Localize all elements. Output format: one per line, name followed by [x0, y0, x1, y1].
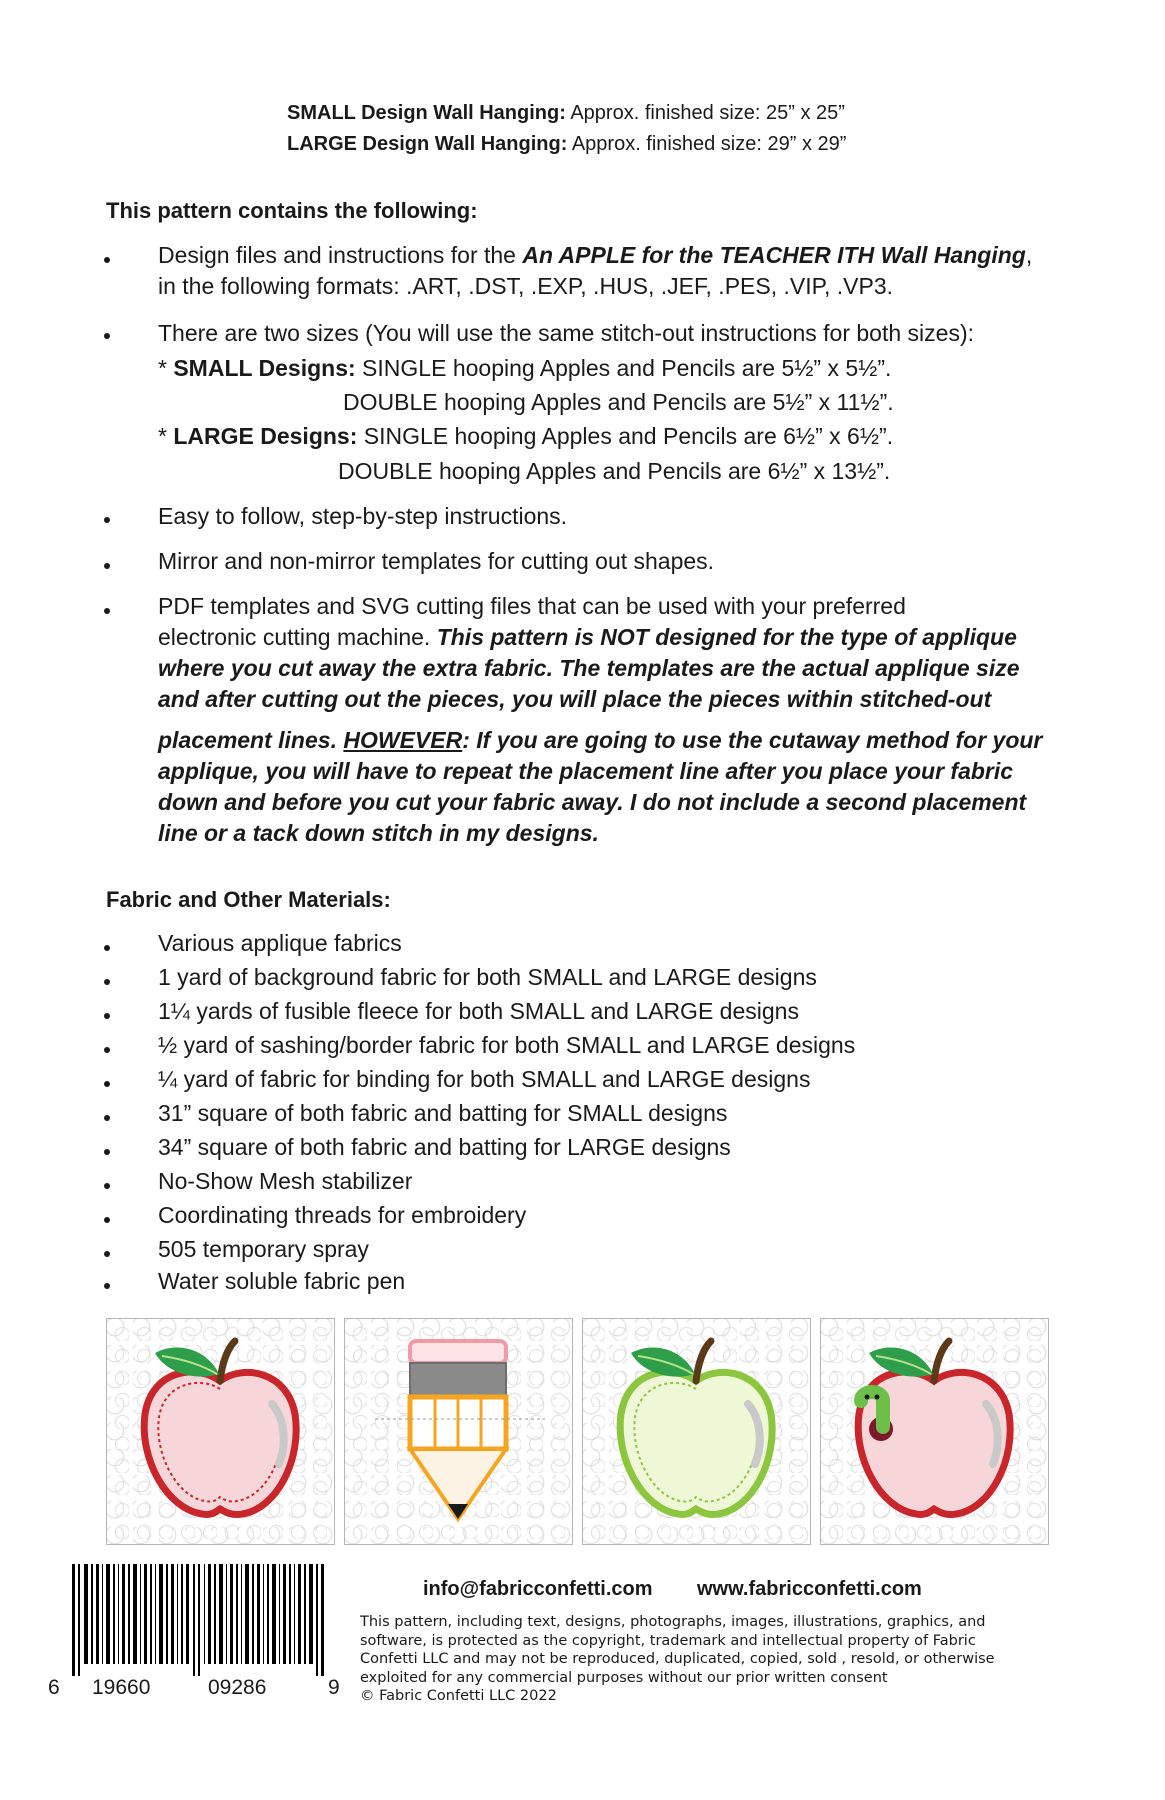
text: ,: [1025, 242, 1033, 268]
large-size-label: LARGE Design Wall Hanging:: [287, 133, 568, 155]
website-link[interactable]: www.fabricconfetti.com: [697, 1578, 922, 1600]
bullet: [104, 563, 110, 569]
bullet: [104, 1115, 110, 1121]
text: Design files and instructions for the: [158, 242, 523, 268]
text: placement lines.: [158, 727, 344, 753]
contents-item-1-line-2: in the following formats: .ART, .DST, .EXP, .HUS, .JEF, .PES, .VIP, .VP3.: [158, 273, 894, 299]
large-designs-line: [158, 421, 893, 451]
contents-item-5-line-6: applique, you will have to repeat the placement line after you place your fabric: [158, 758, 1014, 784]
text: SINGLE hooping Apples and Pencils are 5½” x 5½”.: [355, 355, 892, 381]
contents-item-5-line-4: and after cutting out the pieces, you will place the pieces within stitched-out: [158, 686, 992, 712]
large-size-value: Approx. finished size: 29” x 29”: [567, 133, 847, 155]
apple-worm-icon: [821, 1319, 1048, 1544]
contents-item-5-line-8: line or a tack down stitch in my designs.: [158, 820, 599, 846]
text: SINGLE hooping Apples and Pencils are 6½” x 6½”.: [357, 423, 894, 449]
bullet: [104, 945, 110, 951]
text: *: [158, 355, 174, 381]
material-item: ½ yard of sashing/border fabric for both SMALL and LARGE designs: [158, 1032, 856, 1058]
large-size-line: [287, 133, 846, 156]
material-item: 34” square of both fabric and batting for LARGE designs: [158, 1134, 731, 1160]
material-item: Various applique fabrics: [158, 930, 402, 956]
barcode-digit-left: 6: [48, 1676, 60, 1699]
bullet: [104, 1047, 110, 1053]
large-designs-double: DOUBLE hooping Apples and Pencils are 6½” x 13½”.: [338, 458, 891, 484]
contents-item-3: Easy to follow, step-by-step instructions.: [158, 503, 568, 529]
small-size-value: Approx. finished size: 25” x 25”: [565, 102, 845, 124]
small-size-line: [287, 102, 845, 125]
small-designs-line: [158, 353, 891, 383]
bullet: [104, 979, 110, 985]
material-item: 1 yard of background fabric for both SMALL and LARGE designs: [158, 964, 817, 990]
contents-item-5-line-7: down and before you cut your fabric away. I do not include a second placement: [158, 789, 1027, 815]
email-link[interactable]: info@fabricconfetti.com: [423, 1578, 653, 1600]
barcode-digit-right: 9: [328, 1676, 340, 1699]
contents-item-4: Mirror and non-mirror templates for cutting out shapes.: [158, 548, 715, 574]
notice-text: This pattern is NOT designed for the type of applique: [436, 624, 1017, 650]
large-designs-label: LARGE Designs:: [173, 423, 358, 449]
barcode-digits-group-1: 19660: [92, 1676, 151, 1699]
barcode: [72, 1564, 342, 1676]
material-item: Coordinating threads for embroidery: [158, 1202, 527, 1228]
legal-line: This pattern, including text, designs, photographs, images, illustrations, graphics, and: [360, 1614, 986, 1630]
material-item: ¼ yard of fabric for binding for both SMALL and LARGE designs: [158, 1066, 811, 1092]
green-apple-design-tile: [582, 1318, 811, 1545]
contents-item-5-line-3: where you cut away the extra fabric. The templates are the actual applique size: [158, 655, 1020, 681]
bullet: [104, 1149, 110, 1155]
small-designs-label: SMALL Designs:: [173, 355, 356, 381]
contents-item-5-line-5: [158, 725, 1042, 755]
green-apple-icon: [583, 1319, 810, 1544]
bullet: [104, 1183, 110, 1189]
legal-line: Confetti LLC and may not be reproduced, duplicated, copied, sold , resold, or otherwise: [360, 1651, 995, 1667]
red-apple-icon: [107, 1319, 334, 1544]
small-designs-double: DOUBLE hooping Apples and Pencils are 5½” x 11½”.: [343, 389, 894, 415]
material-item: Water soluble fabric pen: [158, 1268, 406, 1294]
legal-line: exploited for any commercial purposes without our prior written consent: [360, 1669, 888, 1686]
bullet: [104, 257, 110, 263]
bullet: [104, 1013, 110, 1019]
contents-item-5-line-2: [158, 622, 1017, 652]
bullet: [104, 517, 110, 523]
copyright-notice: [360, 1613, 995, 1706]
contents-item-2-line-1: There are two sizes (You will use the same stitch-out instructions for both sizes):: [158, 320, 974, 346]
however-text: HOWEVER: [343, 727, 463, 753]
material-item: 505 temporary spray: [158, 1236, 369, 1262]
pattern-name: An APPLE for the TEACHER ITH Wall Hanging: [522, 242, 1026, 268]
bullet: [104, 1251, 110, 1257]
material-item: No-Show Mesh stabilizer: [158, 1168, 413, 1194]
apple-worm-design-tile: [820, 1318, 1049, 1545]
text: electronic cutting machine.: [158, 624, 437, 650]
bullet: [104, 333, 110, 339]
contents-heading: This pattern contains the following:: [106, 198, 478, 223]
bullet: [104, 1217, 110, 1223]
pencil-design-tile: [344, 1318, 573, 1545]
materials-heading: Fabric and Other Materials:: [106, 887, 391, 912]
material-item: 1¼ yards of fusible fleece for both SMALL and LARGE designs: [158, 998, 799, 1024]
contents-item-1-line-1: [158, 240, 1032, 270]
pencil-icon: [345, 1319, 572, 1544]
legal-line: software, is protected as the copyright, trademark and intellectual property of Fabric: [360, 1632, 976, 1649]
contents-item-5-line-1: PDF templates and SVG cutting files that can be used with your preferred: [158, 593, 906, 619]
bullet: [104, 608, 110, 614]
barcode-digits-group-2: 09286: [208, 1676, 267, 1699]
text: *: [158, 423, 174, 449]
legal-line: © Fabric Confetti LLC 2022: [360, 1688, 557, 1704]
small-size-label: SMALL Design Wall Hanging:: [287, 102, 566, 124]
text: : If you are going to use the cutaway method for your: [462, 727, 1043, 753]
material-item: 31” square of both fabric and batting for SMALL designs: [158, 1100, 728, 1126]
bullet: [104, 1081, 110, 1087]
bullet: [104, 1283, 110, 1289]
red-apple-design-tile: [106, 1318, 335, 1545]
